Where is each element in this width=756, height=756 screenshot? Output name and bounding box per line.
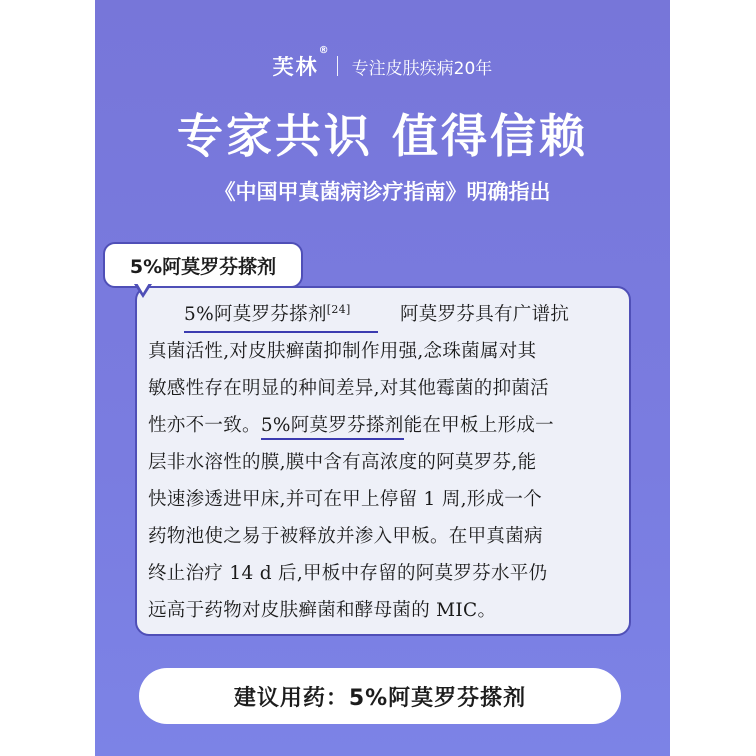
guideline-excerpt	[148, 296, 618, 629]
excerpt-line: 真菌活性,对皮肤癣菌抑制作用强,念珠菌属对其	[148, 341, 537, 362]
headline: 专家共识 值得信赖	[176, 109, 588, 163]
brand-name: 芙林	[272, 55, 319, 79]
registered-mark: ®	[318, 45, 331, 56]
drug-name-bubble: 5%阿莫罗芬搽剂	[103, 242, 303, 288]
recommendation-pill: 建议用药：5%阿莫罗芬搽剂	[139, 668, 621, 724]
excerpt-line: 远高于药物对皮肤癣菌和酵母菌的 MIC。	[148, 600, 497, 621]
excerpt-line: 快速渗透进甲床,并可在甲上停留 1 周,形成一个	[148, 489, 542, 510]
subheadline: 《中国甲真菌病诊疗指南》明确指出	[214, 180, 551, 204]
bubble-tail-fill	[137, 283, 149, 293]
underlined-term: 5%阿莫罗芬搽剂	[261, 415, 404, 440]
brand-slogan: 专注皮肤疾病20年	[351, 58, 493, 79]
excerpt-line: 5%阿莫罗芬搽剂[24] 阿莫罗芬具有广谱抗	[148, 296, 618, 333]
excerpt-line: 性亦不一致。5%阿莫罗芬搽剂能在甲板上形成一	[148, 407, 618, 444]
underlined-term: 5%阿莫罗芬搽剂[24]	[184, 296, 378, 333]
excerpt-line: 终止治疗 14 d 后,甲板中存留的阿莫罗芬水平仍	[148, 563, 548, 584]
excerpt-line: 药物池使之易于被释放并渗入甲板。在甲真菌病	[148, 526, 543, 547]
excerpt-line: 层非水溶性的膜,膜中含有高浓度的阿莫罗芬,能	[148, 452, 537, 473]
brand-header	[95, 45, 670, 84]
brand-logo-text	[272, 45, 331, 81]
brand-divider	[337, 56, 338, 76]
citation-ref: [24]	[326, 303, 351, 316]
excerpt-line: 敏感性存在明显的种间差异,对其他霉菌的抑菌活	[148, 378, 549, 399]
